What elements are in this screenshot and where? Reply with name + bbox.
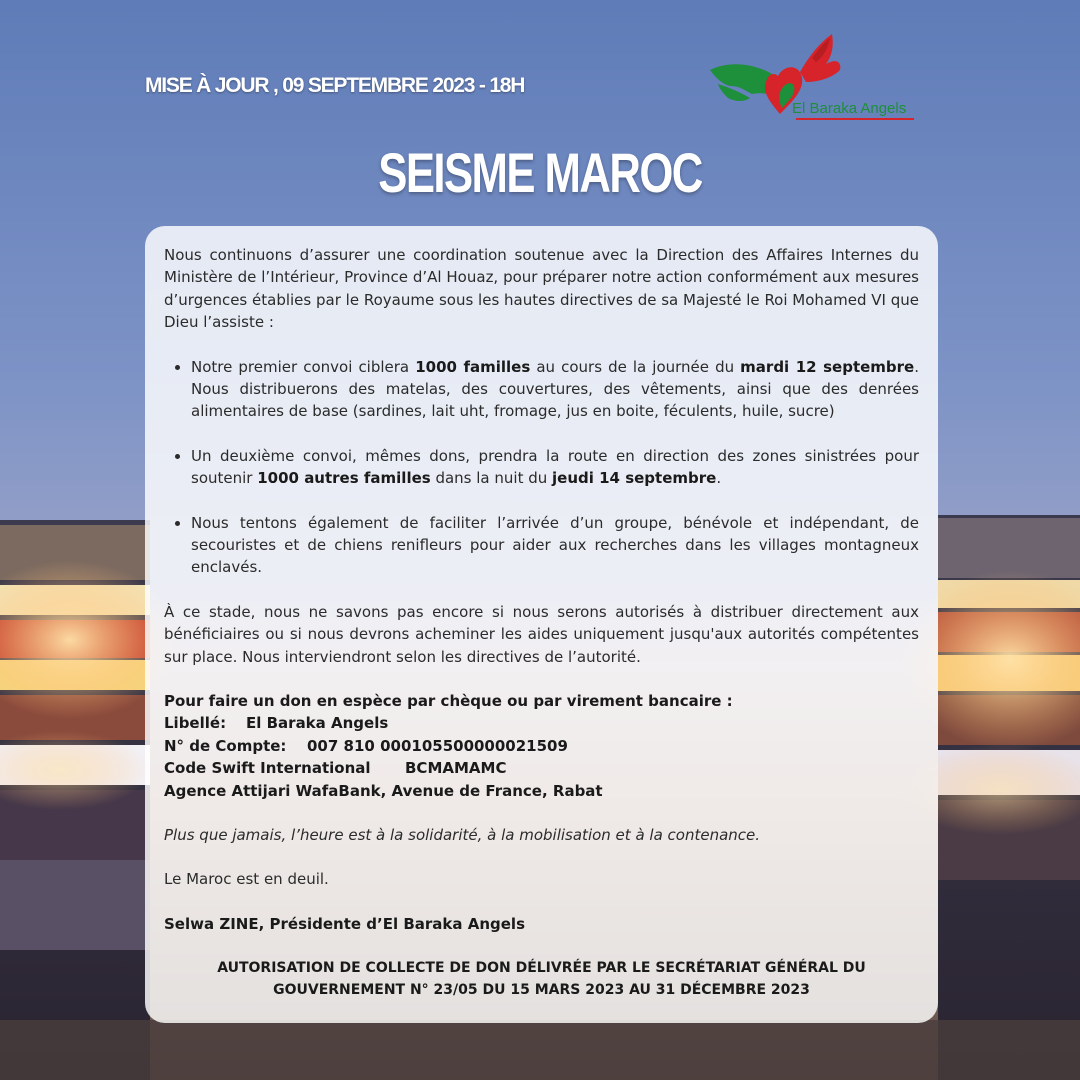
swift-key: Code Swift International bbox=[164, 759, 371, 778]
signature: Selwa ZINE, Présidente d’El Baraka Angels bbox=[164, 914, 525, 933]
bank-label-row bbox=[164, 712, 919, 734]
label-value: El Baraka Angels bbox=[246, 714, 389, 733]
text: Notre premier convoi ciblera bbox=[191, 357, 416, 376]
bank-heading: Pour faire un don en espèce par chèque ou par virement bancaire : bbox=[164, 692, 733, 711]
swift-value: BCMAMAMC bbox=[405, 759, 507, 778]
bank-swift-row bbox=[164, 757, 919, 779]
motto: Plus que jamais, l’heure est à la solidarité, à la mobilisation et à la contenance. bbox=[164, 826, 761, 845]
text: . Nous distribuerons des matelas, des couvertures, des vêtements, ainsi que des denrées alimentaires de base (sardines, lait uht, fromage, jus en boite, féculents, huile, sucre) bbox=[191, 357, 920, 421]
account-key: N° de Compte: bbox=[164, 736, 287, 755]
page-title: SEISME MAROC bbox=[378, 141, 702, 204]
label-key: Libellé: bbox=[164, 714, 227, 733]
authorization-line-2: GOUVERNEMENT N° 23/05 DU 15 MARS 2023 AU 31 DÉCEMBRE 2023 bbox=[273, 982, 810, 999]
text: au cours de la journée du bbox=[530, 357, 741, 376]
account-value: 007 810 000105500000021509 bbox=[307, 736, 568, 755]
text: Un deuxième convoi, mêmes dons, prendra la route en direction des zones sinistrées pour soutenir bbox=[191, 446, 919, 488]
action-list bbox=[164, 356, 919, 579]
update-date: MISE À JOUR , 09 SEPTEMBRE 2023 - 18H bbox=[145, 74, 525, 97]
list-item bbox=[191, 512, 919, 579]
closing-paragraph: À ce stade, nous ne savons pas encore si nous serons autorisés à distribuer directement aux bénéficiaires ou si nous devrons acheminer les aides uniquement jusqu'aux autorités compétentes sur place. Nous interviendront selon les directives de l’autorité. bbox=[164, 602, 919, 666]
text: . bbox=[716, 469, 722, 488]
mourning-line: Le Maroc est en deuil. bbox=[164, 870, 329, 889]
logo-name: El Baraka Angels bbox=[792, 100, 907, 117]
bank-details bbox=[164, 690, 919, 802]
highlight: mardi 12 septembre bbox=[740, 357, 915, 376]
highlight: jeudi 14 septembre bbox=[552, 469, 717, 488]
authorization-notice bbox=[164, 957, 919, 1001]
text: Nous tentons également de faciliter l’arrivée d’un groupe, bénévole et indépendant, de secouristes et de chiens renifleurs pour aider aux recherches dans les villages montagneux enclavés. bbox=[191, 513, 919, 577]
bank-agency: Agence Attijari WafaBank, Avenue de France, Rabat bbox=[164, 781, 603, 800]
authorization-line-1: AUTORISATION DE COLLECTE DE DON DÉLIVRÉE PAR LE SECRÉTARIAT GÉNÉRAL DU bbox=[217, 960, 866, 977]
highlight: 1000 autres familles bbox=[257, 469, 431, 488]
list-item bbox=[191, 356, 919, 423]
message-card bbox=[145, 226, 938, 1023]
list-item bbox=[191, 445, 919, 490]
highlight: 1000 familles bbox=[415, 357, 531, 376]
bank-account-row bbox=[164, 735, 919, 757]
text: dans la nuit du bbox=[430, 469, 553, 488]
intro-paragraph: Nous continuons d’assurer une coordination soutenue avec la Direction des Affaires Internes du Ministère de l’Intérieur, Province d’Al Houaz, pour préparer notre action conformément aux mesures d’urgences établies par le Royaume sous les hautes directives de sa Majesté le Roi Mohamed VI que Dieu l’assiste : bbox=[164, 246, 919, 332]
logo-underline bbox=[796, 118, 914, 120]
el-baraka-angels-logo bbox=[700, 28, 930, 128]
